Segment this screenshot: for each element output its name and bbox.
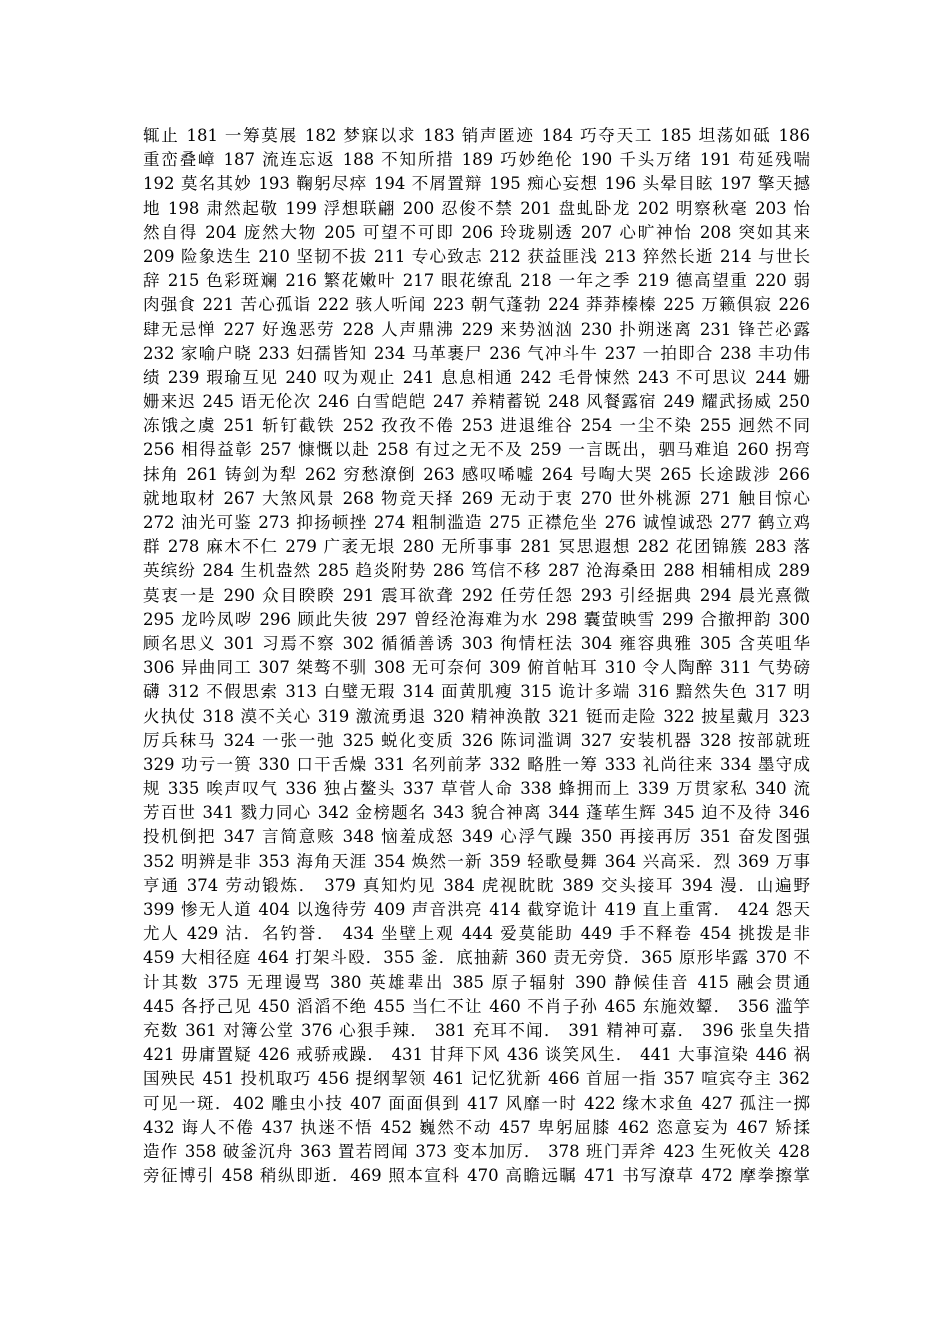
- text-line: 群 278 麻木不仁 279 广袤无垠 280 无所事事 281 冥思遐想 282 花团锦簇 283 落: [143, 537, 810, 557]
- text-line: 272 油光可鉴 273 抑扬顿挫 274 粗制滥造 275 正襟危坐 276 诚惶诚恐 277 鹤立鸡: [143, 513, 810, 532]
- text-line: 计其数 375 无理谩骂 380 英雄辈出 385 原子辐射 390 静候佳音 415 融会贯通: [143, 972, 810, 992]
- text-line: 姗来迟 245 语无伦次 246 白雪皑皑 247 养精蓄锐 248 风餐露宿 249 耀武扬威 250: [143, 392, 810, 412]
- text-line: 可见一斑．402 雕虫小技 407 面面俱到 417 风靡一时 422 缘木求鱼 427 孤注一掷: [143, 1093, 810, 1113]
- text-line: 421 毋庸置疑 426 戒骄戒躁． 431 甘拜下风 436 谈笑风生． 441 大事渲染 446 祸: [143, 1045, 810, 1065]
- text-line: 306 异曲同工 307 桀骜不驯 308 无可奈何 309 俯首帖耳 310 令人陶醉 311 气势磅: [143, 658, 810, 678]
- text-line: 尤人 429 沽．名钓誉． 434 坐壁上观 444 爱莫能助 449 手不释卷 454 挑拨是非: [143, 924, 810, 944]
- text-line: 抹角 261 铸剑为犁 262 穷愁潦倒 263 感叹唏嘘 264 号啕大哭 265 长途跋涉 266: [143, 464, 810, 484]
- text-line: 英缤纷 284 生机盎然 285 趋炎附势 286 笃信不移 287 沧海桑田 288 相辅相成 289: [143, 561, 810, 581]
- text-line: 投机倒把 347 言简意赅 348 恼羞成怒 349 心浮气躁 350 再接再厉 351 奋发图强: [143, 827, 810, 847]
- text-line: 192 莫名其妙 193 鞠躬尽瘁 194 不屑置辩 195 痴心妄想 196 头晕目眩 197 擎天撼: [143, 174, 810, 194]
- text-line: 莫衷一是 290 众目睽睽 291 震耳欲聋 292 任劳任怨 293 引经据典 294 晨光熹微: [143, 585, 810, 605]
- text-line: 礴 312 不假思索 313 白璧无瑕 314 面黄肌瘦 315 诡计多端 316 黯然失色 317 明: [143, 682, 810, 702]
- text-line: 329 功亏一篑 330 口干舌燥 331 名列前茅 332 略胜一筹 333 礼尚往来 334 墨守成: [143, 754, 810, 774]
- text-line: 顾名思义 301 习焉不察 302 循循善诱 303 徇情枉法 304 雍容典雅 305 含英咀华: [143, 633, 810, 653]
- text-line: 352 明辨是非 353 海角天涯 354 焕然一新 359 轻歌曼舞 364 兴高采．烈 369 万事: [143, 851, 810, 871]
- text-line: 充数 361 对簿公堂 376 心狠手辣． 381 充耳不闻． 391 精神可嘉． 396 张皇失措: [143, 1020, 810, 1040]
- text-line: 肆无忌惮 227 好逸恶劳 228 人声鼎沸 229 来势汹汹 230 扑朔迷离 231 锋芒必露: [143, 319, 810, 339]
- text-line: 445 各抒己见 450 滔滔不绝 455 当仁不让 460 不肖子孙 465 东施效颦． 356 滥竽: [143, 996, 810, 1016]
- text-line: 232 家喻户晓 233 妇孺皆知 234 马革裹尸 236 气冲斗牛 237 一拍即合 238 丰功伟: [143, 343, 810, 363]
- text-line: 432 诲人不倦 437 执迷不悟 452 巍然不动 457 卑躬屈膝 462 恣意妄为 467 矫揉: [143, 1117, 810, 1137]
- text-line: 造作 358 破釜沉舟 363 置若罔闻 373 变本加厉． 378 班门弄斧 423 生死攸关 428: [143, 1141, 810, 1161]
- text-line: 绩 239 瑕瑜互见 240 叹为观止 241 息息相通 242 毛骨悚然 243 不可思议 244 姗: [143, 367, 810, 387]
- text-line: 295 龙吟凤哕 296 顾此失彼 297 曾经沧海难为水 298 囊萤映雪 299 合撤押韵 300: [143, 609, 810, 629]
- text-line: 规 335 唉声叹气 336 独占鳌头 337 草菅人命 338 蜂拥而上 339 万贯家私 340 流: [143, 779, 810, 799]
- text-line: 亨通 374 劳动锻炼． 379 真知灼见 384 虎视眈眈 389 交头接耳 394 漫．山遍野: [143, 875, 810, 895]
- text-line: 重峦叠嶂 187 流连忘返 188 不知所措 189 巧妙绝伦 190 千头万绪 191 苟延残喘: [143, 150, 810, 170]
- text-line: 旁征博引 458 稍纵即逝．469 照本宣科 470 高瞻远瞩 471 书写潦草 472 摩拳擦掌: [143, 1166, 810, 1186]
- text-line: 辄止 181 一筹莫展 182 梦寐以求 183 销声匿迹 184 巧夺天工 185 坦荡如砥 186: [143, 126, 810, 145]
- text-line: 256 相得益彰 257 慷慨以赴 258 有过之无不及 259 一言既出，驷马难追 260 拐弯: [143, 440, 810, 460]
- text-line: 辞 215 色彩斑斓 216 繁花嫩叶 217 眼花缭乱 218 一年之季 219 德高望重 220 弱: [143, 271, 810, 291]
- text-line: 399 惨无人道 404 以逸待劳 409 声音洪亮 414 截穿诡计 419 直上重霄． 424 怨天: [143, 900, 810, 919]
- text-line: 肉强食 221 苦心孤诣 222 骇人听闻 223 朝气蓬勃 224 莽莽榛榛 225 万籁俱寂 226: [143, 295, 810, 315]
- text-line: 就地取材 267 大煞风景 268 物竞天择 269 无动于衷 270 世外桃源 271 触目惊心: [143, 488, 810, 508]
- text-line: 厉兵秣马 324 一张一弛 325 蜕化变质 326 陈词滥调 327 安装机器 328 按部就班: [143, 730, 810, 750]
- text-line: 芳百世 341 戮力同心 342 金榜题名 343 貌合神离 344 蓬荜生辉 345 迫不及待 346: [143, 803, 810, 823]
- idiom-list-text: [143, 124, 810, 1188]
- text-line: 209 险象迭生 210 坚韧不拔 211 专心致志 212 获益匪浅 213 猝然长逝 214 与世长: [143, 246, 810, 266]
- text-line: 地 198 肃然起敬 199 浮想联翩 200 忍俊不禁 201 盘虬卧龙 202 明察秋毫 203 怡: [143, 198, 810, 218]
- text-line: 国殃民 451 投机取巧 456 提纲挈领 461 记忆犹新 466 首屈一指 357 喧宾夺主 362: [143, 1069, 810, 1089]
- text-line: 然自得 204 庞然大物 205 可望不可即 206 玲珑剔透 207 心旷神怡 208 突如其来: [143, 222, 810, 242]
- text-line: 459 大相径庭 464 打架斗殴．355 釜．底抽薪 360 责无旁贷．365 原形毕露 370 不: [143, 948, 810, 968]
- text-line: 火执仗 318 漠不关心 319 激流勇退 320 精神涣散 321 铤而走险 322 披星戴月 323: [143, 706, 810, 726]
- text-line: 冻饿之虞 251 斩钉截铁 252 孜孜不倦 253 进退维谷 254 一尘不染 255 迥然不同: [143, 416, 810, 436]
